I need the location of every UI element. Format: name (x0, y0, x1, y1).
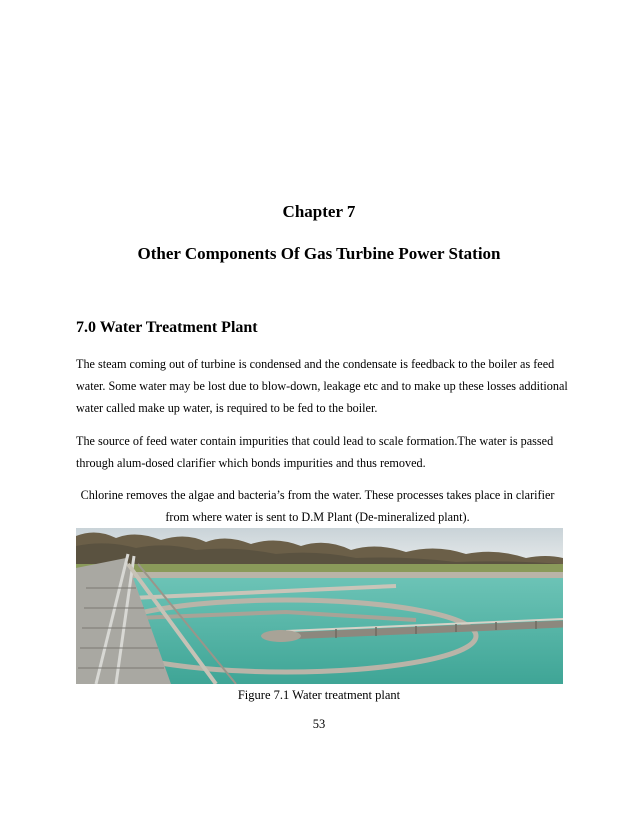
paragraph-make-up-water: The steam coming out of turbine is condensed and the condensate is feedback to the boiler as feed water. Some water may be lost due to blow-down, leakage etc and to make up these losses additional water called make up water, is required to be fed to the boiler. (76, 357, 568, 415)
section-heading: 7.0 Water Treatment Plant (76, 319, 258, 336)
page-number: 53 (312, 717, 326, 731)
paragraph-chlorine: Chlorine removes the algae and bacteria’s from the water. These processes takes place in clarifier from where water is sent to D.M Plant (De-mineralized plant). (80, 488, 555, 524)
paragraph-feed-water-impurities: The source of feed water contain impurities that could lead to scale formation.The water is passed through alum-dosed clarifier which bonds impurities and thus removed. (76, 434, 554, 470)
center-well (261, 630, 301, 642)
chapter-label: Chapter 7 (282, 202, 356, 221)
figure-caption: Figure 7.1 Water treatment plant (237, 688, 401, 702)
water-treatment-plant-photo (76, 528, 563, 684)
chapter-title: Other Components Of Gas Turbine Power Station (137, 244, 501, 263)
